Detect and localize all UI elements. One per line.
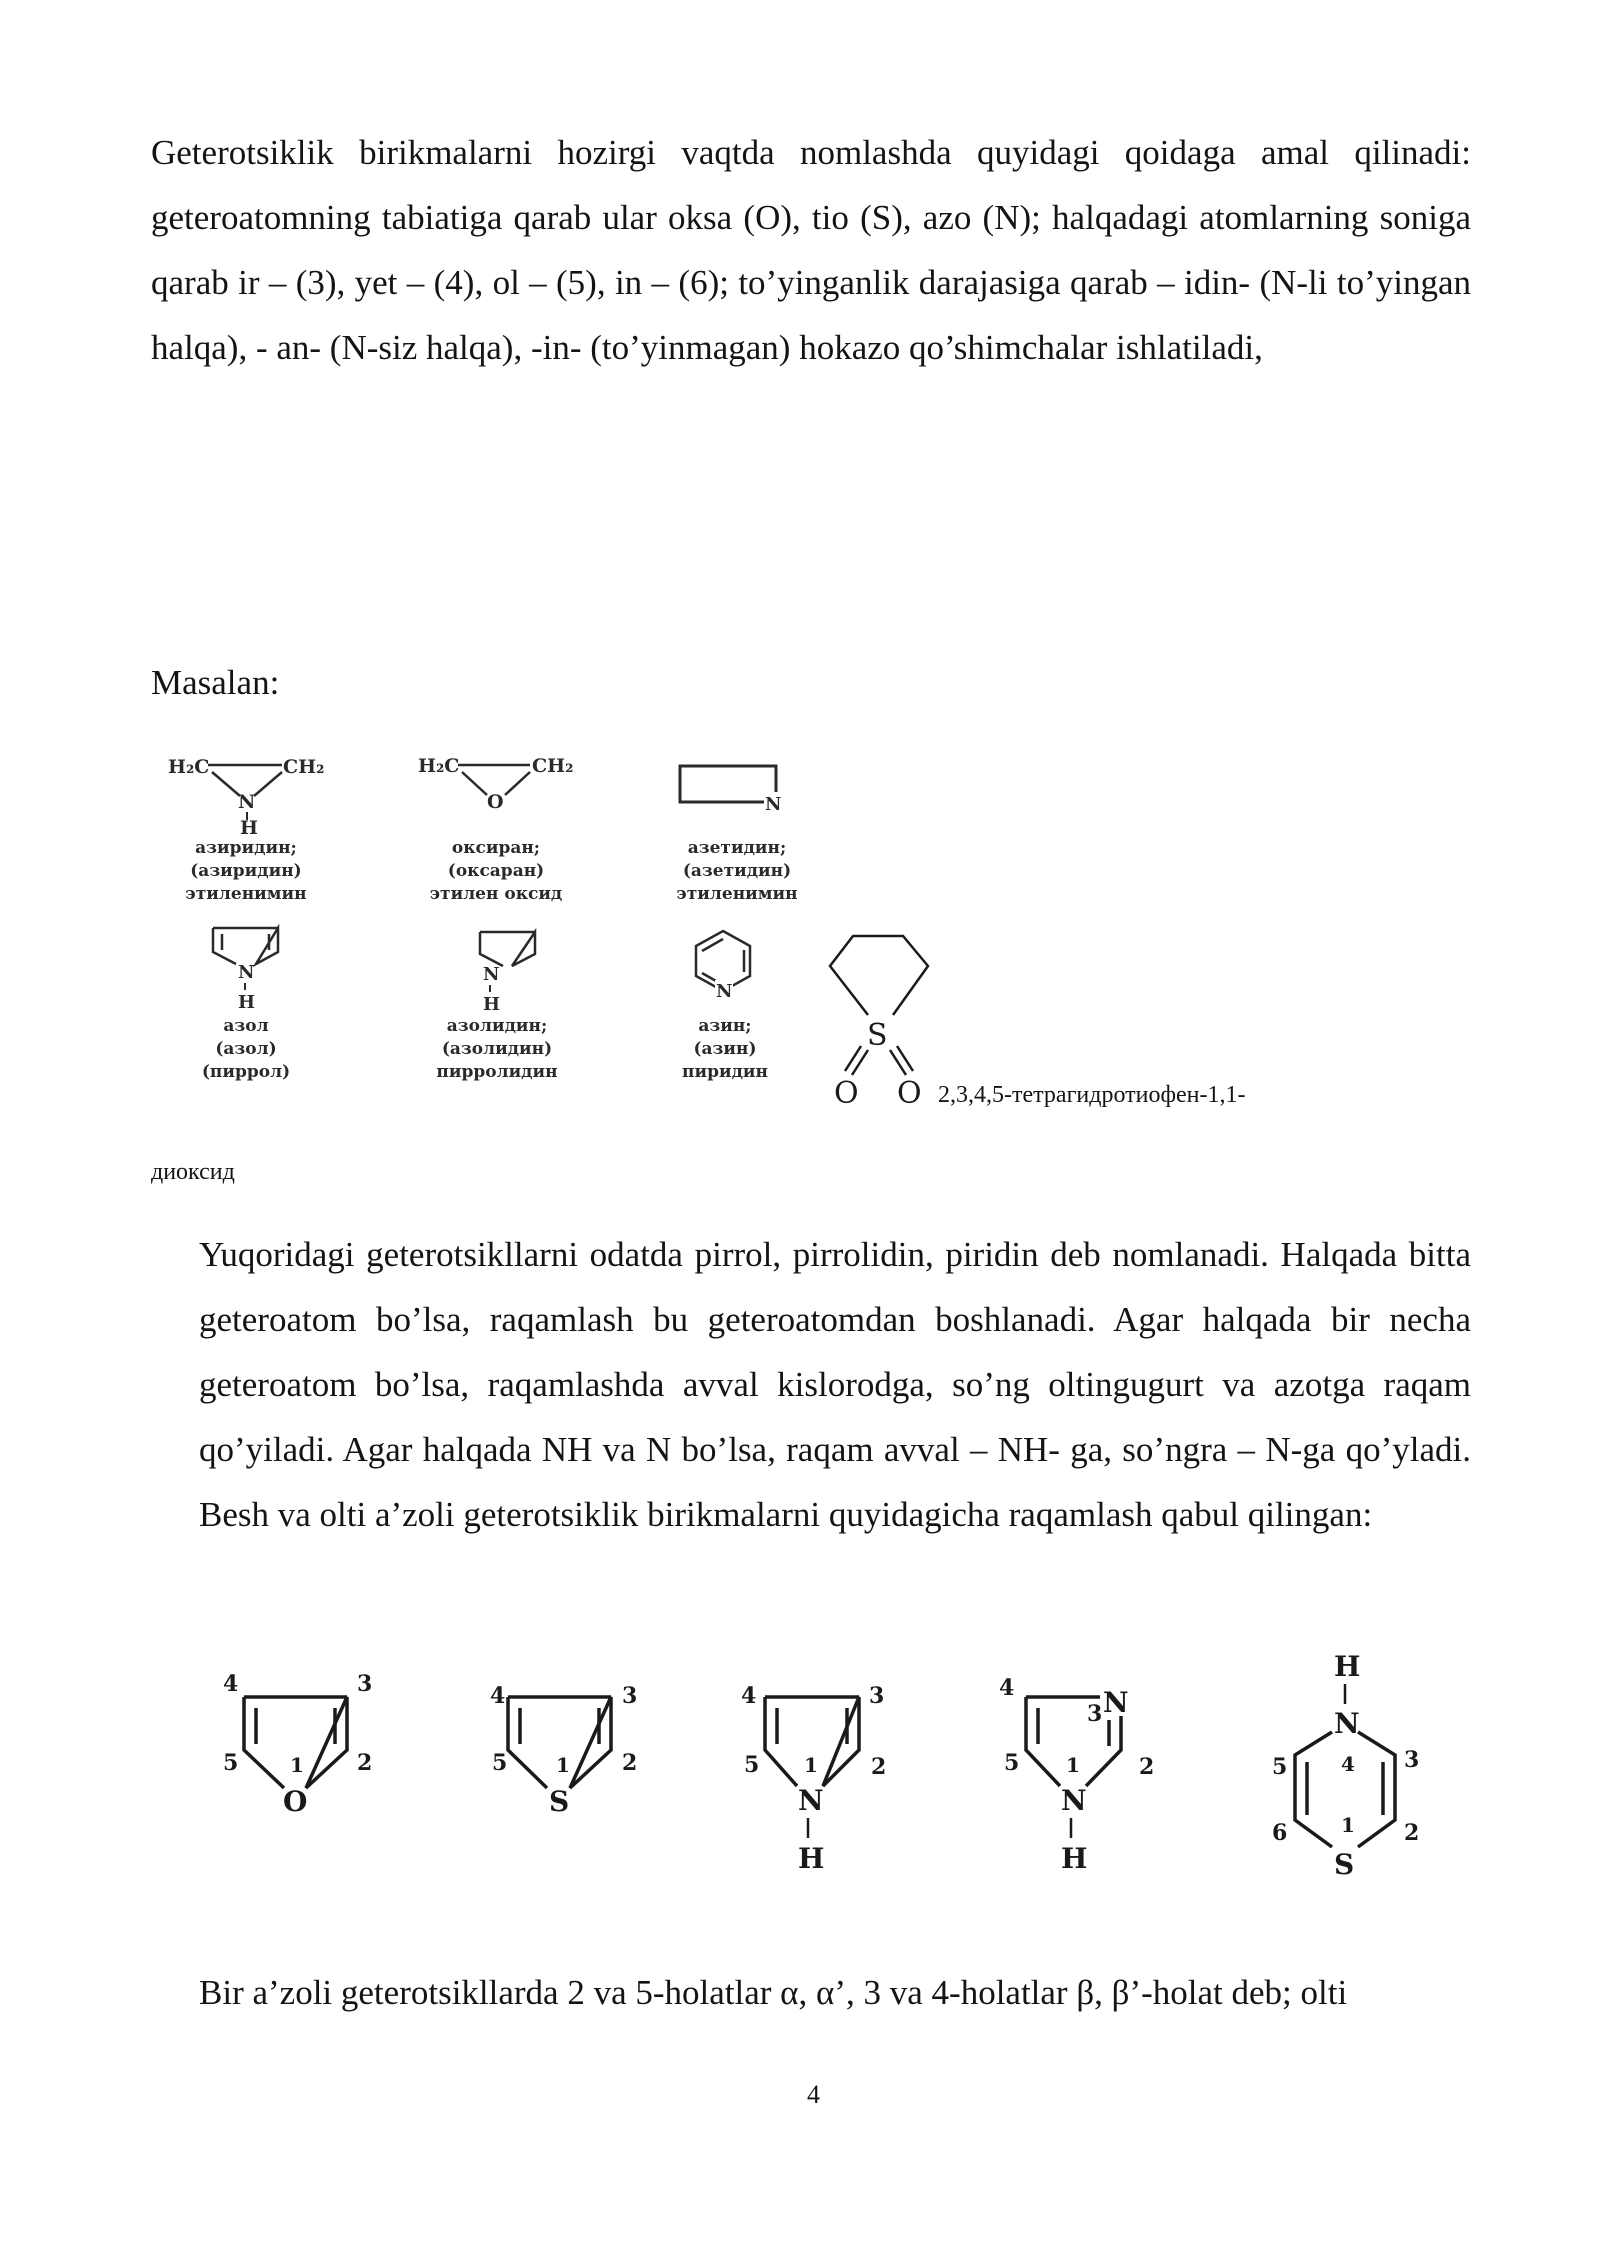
svg-text:6: 6 xyxy=(1272,1820,1288,1846)
svg-text:H: H xyxy=(483,994,501,1015)
azolidine-trivial-name: пирролидин xyxy=(436,1062,558,1082)
azole-trivial-name: (пиррол) xyxy=(201,1062,291,1082)
aziridine-name: азиридин; xyxy=(195,838,297,858)
svg-text:N: N xyxy=(483,964,500,985)
svg-text:2: 2 xyxy=(622,1750,638,1776)
svg-text:N: N xyxy=(238,962,255,983)
svg-text:5: 5 xyxy=(223,1750,239,1776)
svg-text:CH₂: CH₂ xyxy=(283,756,325,778)
furan-numbered-structure xyxy=(223,1671,372,1818)
svg-text:N: N xyxy=(765,794,782,815)
example-label: Masalan: xyxy=(151,663,280,702)
svg-text:H: H xyxy=(1061,1842,1088,1875)
svg-text:3: 3 xyxy=(622,1683,638,1709)
svg-text:O: O xyxy=(487,791,504,813)
svg-text:1: 1 xyxy=(290,1753,304,1777)
svg-text:H: H xyxy=(798,1842,825,1875)
svg-text:O: O xyxy=(897,1076,922,1111)
azine-trivial-name: пиридин xyxy=(682,1062,768,1082)
sulfolane-caption-part2: диоксид xyxy=(151,1159,235,1185)
azolidine-alt-name: (азолидин) xyxy=(441,1039,553,1059)
svg-text:4: 4 xyxy=(741,1683,757,1709)
svg-text:S: S xyxy=(549,1785,570,1818)
svg-text:1: 1 xyxy=(1066,1753,1080,1777)
azole-alt-name: (азол) xyxy=(215,1039,277,1059)
svg-text:S: S xyxy=(1334,1848,1355,1881)
svg-text:N: N xyxy=(1103,1686,1129,1719)
page-number: 4 xyxy=(807,2080,820,2109)
pyrrole-numbered-structure xyxy=(741,1683,886,1875)
svg-text:S: S xyxy=(867,1018,888,1053)
svg-text:4: 4 xyxy=(223,1671,239,1697)
svg-text:3: 3 xyxy=(869,1683,885,1709)
svg-text:2: 2 xyxy=(357,1750,373,1776)
svg-text:N: N xyxy=(1061,1784,1087,1817)
svg-text:H: H xyxy=(238,992,256,1013)
numbering-paragraph: Yuqoridagi geterotsikllarni odatda pirrol, pirrolidin, piridin deb nomlanadi. Halqada bitta geteroatom bo’lsa, raqamlash bu geteroatomdan boshlanadi. Agar halqada bir necha geteroatom bo’lsa, raqamlashda avval kislorodga, so’ng oltingugurt va azotga raqam qo’yiladi. Agar halqada NH va N bo’lsa, raqam avval – NH- ga, so’ngra – N-ga qo’yladi. Besh va olti a’zoli geterotsiklik birikmalarni quyidagicha raqamlash qabul qilingan: xyxy=(199,1235,1471,1534)
svg-text:N: N xyxy=(1334,1707,1360,1740)
azetidine-trivial-name: этиленимин xyxy=(676,884,798,904)
oxirane-alt-name: (оксаран) xyxy=(447,861,545,881)
svg-text:N: N xyxy=(238,791,256,813)
oxirane-trivial-name: этилен оксид xyxy=(429,884,563,904)
sulfolane-caption-part1: 2,3,4,5-тетрагидротиофен-1,1- xyxy=(938,1082,1246,1108)
azetidine-alt-name: (азетидин) xyxy=(682,861,792,881)
svg-text:1: 1 xyxy=(556,1753,570,1777)
azetidine-name: азетидин; xyxy=(687,838,787,858)
svg-text:O: O xyxy=(834,1076,859,1111)
aziridine-trivial-name: этиленимин xyxy=(185,884,307,904)
azolidine-name: азолидин; xyxy=(446,1016,548,1036)
azine-alt-name: (азин) xyxy=(693,1039,757,1059)
svg-text:N: N xyxy=(716,981,733,1002)
svg-text:3: 3 xyxy=(357,1671,373,1697)
svg-text:O: O xyxy=(283,1785,308,1818)
thiophene-numbered-structure xyxy=(490,1683,637,1818)
svg-text:H: H xyxy=(240,817,258,839)
svg-text:4: 4 xyxy=(1341,1752,1355,1776)
svg-text:5: 5 xyxy=(744,1752,760,1778)
aziridine-alt-name: (азиридин) xyxy=(190,861,302,881)
thiazine-numbered-structure xyxy=(1272,1650,1419,1881)
svg-text:4: 4 xyxy=(490,1683,506,1709)
imidazole-numbered-structure xyxy=(999,1675,1154,1875)
svg-text:5: 5 xyxy=(492,1750,508,1776)
svg-text:CH₂: CH₂ xyxy=(532,755,574,777)
svg-text:3: 3 xyxy=(1087,1701,1103,1727)
svg-text:1: 1 xyxy=(1341,1813,1355,1837)
alpha-beta-paragraph: Bir a’zoli geterotsikllarda 2 va 5-holatlar α, α’, 3 va 4-holatlar β, β’-holat deb; olti xyxy=(199,1973,1348,2012)
svg-text:H₂C: H₂C xyxy=(418,755,460,777)
svg-text:2: 2 xyxy=(871,1754,887,1780)
svg-text:2: 2 xyxy=(1139,1754,1155,1780)
oxirane-name: оксиран; xyxy=(451,838,541,858)
svg-text:H₂C: H₂C xyxy=(168,756,210,778)
svg-text:2: 2 xyxy=(1404,1820,1420,1846)
svg-text:1: 1 xyxy=(804,1753,818,1777)
svg-text:3: 3 xyxy=(1404,1747,1420,1773)
svg-text:N: N xyxy=(798,1784,824,1817)
svg-text:H: H xyxy=(1334,1650,1361,1683)
svg-text:5: 5 xyxy=(1004,1750,1020,1776)
azole-name: азол xyxy=(223,1016,269,1036)
azine-name: азин; xyxy=(698,1016,752,1036)
svg-text:4: 4 xyxy=(999,1675,1015,1701)
intro-paragraph: Geterotsiklik birikmalarni hozirgi vaqtda nomlashda quyidagi qoidaga amal qilinadi: geteroatomning tabiatiga qarab ular oksa (O), tio (S), azo (N); halqadagi atomlarning soniga qarab ir – (3), yet – (4), ol – (5), in – (6); to’yinganlik darajasiga qarab – idin- (N-li to’yingan halqa), - an- (N-siz halqa), -in- (to’yinmagan) hokazo qo’shimchalar ishlatiladi, xyxy=(151,133,1471,367)
svg-text:5: 5 xyxy=(1272,1754,1288,1780)
